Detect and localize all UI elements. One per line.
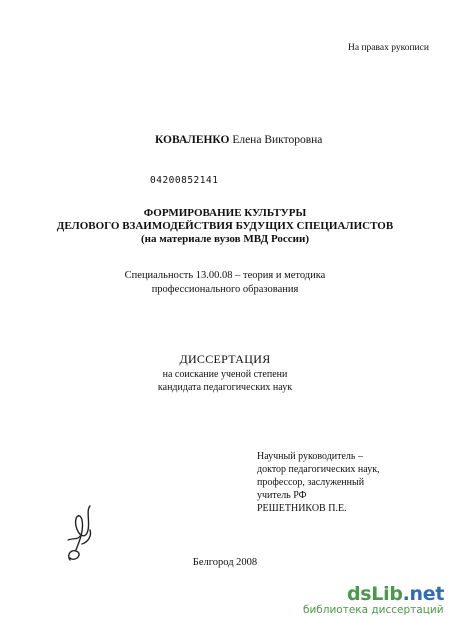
- degree-block: [0, 353, 450, 394]
- city-year: Белгород 2008: [192, 557, 258, 568]
- watermark-logo: [347, 583, 444, 605]
- author-surname: КОВАЛЕНКО: [155, 134, 230, 146]
- author-given-names: Елена Викторовна: [232, 134, 323, 146]
- title-line-1: ФОРМИРОВАНИЕ КУЛЬТУРЫ: [143, 207, 307, 219]
- dissertation-title: [0, 207, 450, 246]
- supervisor-line-3: профессор, заслуженный: [257, 477, 365, 488]
- specialty-line-2: профессионального образования: [151, 284, 299, 295]
- watermark-logo-part-1: dsLib: [347, 583, 403, 605]
- catalog-code: 04200852141: [150, 175, 219, 186]
- title-line-3: (на материале вузов МВД России): [140, 233, 310, 245]
- supervisor-block: [257, 450, 380, 515]
- degree-line-2: кандидата педагогических наук: [157, 382, 293, 393]
- supervisor-line-2: доктор педагогических наук,: [257, 464, 380, 475]
- rights-note: На правах рукописи: [348, 43, 429, 53]
- specialty-line-1: Специальность 13.00.08 – теория и методика: [124, 270, 326, 281]
- watermark-logo-part-2: .net: [402, 583, 445, 605]
- supervisor-line-4: учитель РФ: [257, 490, 307, 501]
- author-name: [155, 134, 322, 146]
- title-line-2: ДЕЛОВОГО ВЗАИМОДЕЙСТВИЯ БУДУЩИХ СПЕЦИАЛИСТОВ: [56, 220, 394, 232]
- degree-heading: ДИССЕРТАЦИЯ: [179, 352, 271, 366]
- degree-line-1: на соискание ученой степени: [162, 369, 288, 380]
- watermark-tagline: библиотека диссертаций: [303, 604, 444, 616]
- specialty: [0, 269, 450, 297]
- supervisor-name: РЕШЕТНИКОВ П.Е.: [257, 503, 347, 514]
- supervisor-line-1: Научный руководитель –: [257, 451, 363, 462]
